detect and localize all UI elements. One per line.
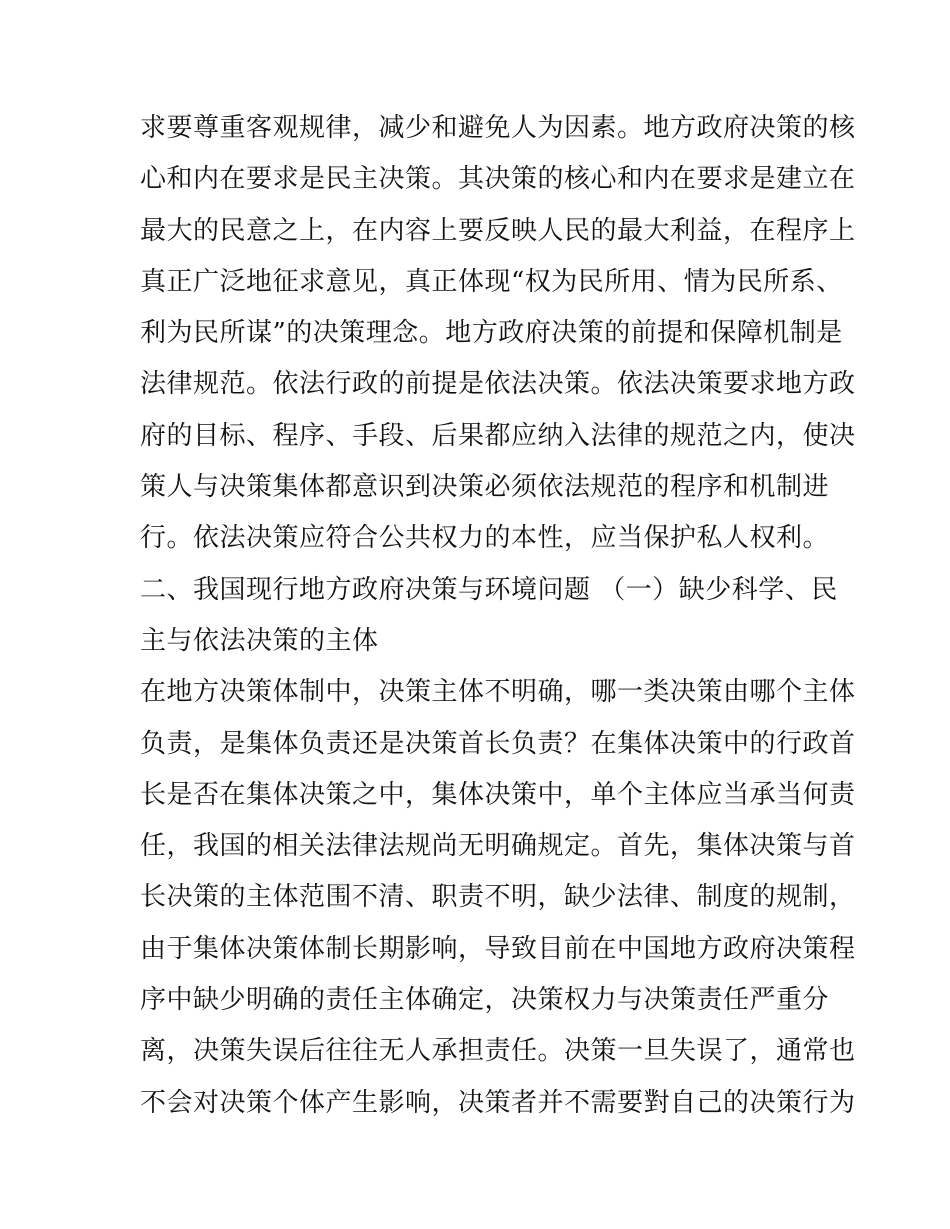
text-line: 策人与决策集体都意识到决策必须依法规范的程序和机制进 [140, 472, 830, 503]
text-line: 府的目标、程序、手段、后果都应纳入法律的规范之内，使决 [140, 420, 856, 451]
text-line: 真正广泛地征求意见，真正体现“权为民所用、情为民所系、 [140, 266, 843, 297]
text-line: 长决策的主体范围不清、职责不明，缺少法律、制度的规制， [140, 882, 856, 913]
text-line: 法律规范。依法行政的前提是依法决策。依法决策要求地方政 [140, 369, 856, 400]
text-line: 不会对决策个体产生影响，决策者并不需要對自己的决策行为 [140, 1087, 856, 1118]
text-line: 利为民所谋”的决策理念。地方政府决策的前提和保障机制是 [140, 318, 843, 349]
section-heading-line: 主与依法决策的主体 [140, 625, 379, 656]
text-line: 序中缺少明确的责任主体确定，决策权力与决策责任严重分 [140, 985, 830, 1016]
body-text [140, 103, 856, 1129]
text-line: 在地方决策体制中，决策主体不明确，哪一类决策由哪个主体 [140, 677, 856, 708]
text-line: 任，我国的相关法律法规尚无明确规定。首先，集体决策与首 [140, 831, 856, 862]
text-line: 心和内在要求是民主决策。其决策的核心和内在要求是建立在 [140, 164, 856, 195]
text-line: 长是否在集体决策之中，集体决策中，单个主体应当承当何责 [140, 779, 856, 810]
text-line: 行。依法决策应符合公共权力的本性，应当保护私人权利。 [140, 523, 830, 554]
text-line: 负责，是集体负责还是决策首长负责？在集体决策中的行政首 [140, 728, 856, 759]
text-line: 离，决策失误后往往无人承担责任。决策一旦失误了，通常也 [140, 1036, 856, 1067]
text-line: 由于集体决策体制长期影响，导致目前在中国地方政府决策程 [140, 933, 856, 964]
section-heading-line: 二、我国现行地方政府决策与环境问题 （一）缺少科学、民 [140, 574, 838, 605]
text-line: 求要尊重客观规律，减少和避免人为因素。地方政府决策的核 [140, 113, 856, 143]
text-line: 最大的民意之上，在内容上要反映人民的最大利益，在程序上 [140, 215, 856, 246]
